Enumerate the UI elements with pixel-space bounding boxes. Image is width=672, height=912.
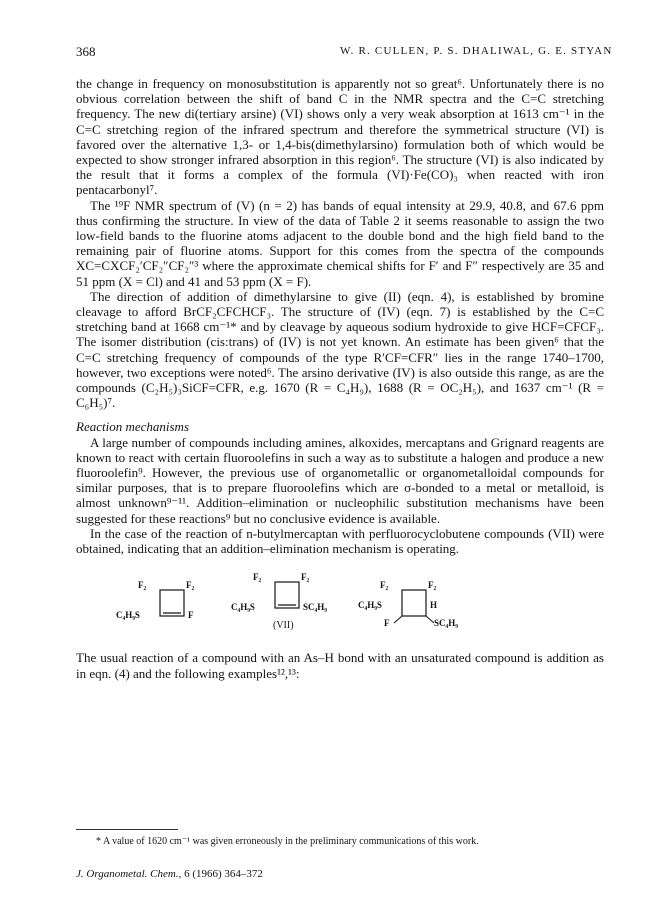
- paragraph-ir-discussion: the change in frequency on monosubstitution is apparently not so great⁶. Unfortunately there is no obvious correlation between the shift of band C in the NMR spectra and the C=C stretching frequency. The new di(tertiary arsine) (VI) shows only a very weak absorption at 1613 cm⁻¹ in the C=C stretching region of the infrared spectrum and therefore the symmetrical structure (VI) is favored over the alternative 1,3- or 1,4-bis(dimethylarsino) formulation both of which would be expected to show stronger infrared absorption in this region⁶. The structure (VI) is also indicated by the result that it forms a complex of the formula (VI)·Fe(CO)₃ when reacted with iron pentacarbonyl⁷.: [76, 76, 604, 198]
- label-f2-left: F₂: [253, 572, 262, 583]
- paragraph-addition-direction: The direction of addition of dimethylarsine to give (II) (eqn. 4), is established by bromine cleavage to afford BrCF₂CFCHCF₃. The structure of (IV) (eqn. 7) is established by the C=C stretching band at 1668 cm⁻¹* and by cleavage by aqueous sodium hydroxide to give HCF=CFCF₃. The isomer distribution (cis:trans) of (IV) is not yet known. An estimate has been given⁶ that the C=C stretching frequency of compounds of the type R′CF=CFR″ lies in the range 1740–1700, however, two exceptions were noted⁶. The arsino derivative (IV) is also outside this range, as are the compounds (C₂H₅)₃SiCF=CFR, e.g. 1670 (R = C₄H₉), 1688 (R = OC₂H₅), and 1637 cm⁻¹ (R = C₆H₅)⁷.: [76, 288, 604, 411]
- label-f: F: [188, 610, 194, 621]
- label-butylthio-left: C₄H₉S: [231, 602, 255, 613]
- compound-label-vii: (VII): [273, 620, 294, 632]
- label-f2-left: F₂: [380, 580, 389, 591]
- structure-saturated: [352, 578, 472, 638]
- footnote: * A value of 1620 cm⁻¹ was given erroneously in the preliminary communications of this work.: [96, 836, 479, 847]
- label-f2-right: F₂: [186, 580, 195, 591]
- article-body: [76, 76, 604, 681]
- label-butylthio: C₄H₉S: [358, 600, 382, 611]
- label-f2-left: F₂: [138, 580, 147, 591]
- section-heading: Reaction mechanisms: [76, 419, 190, 435]
- label-f2-right: F₂: [428, 580, 437, 591]
- journal-citation: [76, 868, 263, 880]
- label-butylthio-right: SC₄H₉: [434, 618, 458, 629]
- paragraph-reaction-mechanisms: A large number of compounds including amines, alkoxides, mercaptans and Grignard reagents are known to react with certain fluoroolefins in such a way as to substitute a halogen and produce a new fluoroolefin⁹. However, the previous use of organometallic or organometalloidal compounds for similar purposes, that is to prepare fluoroolefins which are σ-bonded to a metal or metalloid, is almost unknown⁹⁻¹¹. Addition–elimination or nucleophilic substitution mechanisms have been suggested for these reactions⁹ but no conclusive evidence is available.: [76, 434, 604, 526]
- paragraph-nmr-spectrum: The ¹⁹F NMR spectrum of (V) (n = 2) has bands of equal intensity at 29.9, 40.8, and 67.6 ppm thus confirming the structure. In view of the data of Table 2 it seems reasonable to assign the two low-field bands to the fluorine atoms adjacent to the double bond and the high field band to the remaining pair of fluorine atoms. Support for this comes from the spectra of the compounds XC=CXCF₂′CF₂″CF₂″³ where the approximate chemical shifts for F′ and F″ respectively are 35 and 51 ppm (X = Cl) and 41 and 53 ppm (X = F).: [76, 197, 604, 289]
- journal-volume-pages: 6 (1966) 364–372: [184, 868, 263, 880]
- page-number: 368: [76, 44, 96, 59]
- label-f: F: [384, 618, 390, 629]
- label-butylthio: C₄H₉S: [116, 610, 140, 621]
- paragraph-as-h-addition: The usual reaction of a compound with an As–H bond with an unsaturated compound is addition as in eqn. (4) and the following examples¹²,¹³:: [76, 650, 604, 681]
- running-header-authors: W. R. CULLEN, P. S. DHALIWAL, G. E. STYAN: [340, 45, 613, 57]
- footnote-divider: [76, 829, 178, 830]
- paragraph-butylmercaptan: In the case of the reaction of n-butylmercaptan with perfluorocyclobutene compounds (VII) were obtained, indicating that an addition–elimination mechanism is operating.: [76, 525, 604, 557]
- label-butylthio-right: SC₄H₉: [303, 602, 327, 613]
- label-h: H: [430, 600, 438, 611]
- structures-vii: [112, 568, 472, 638]
- journal-name: J. Organometal. Chem.,: [76, 868, 182, 880]
- cyclobutene-ring-1: [112, 578, 222, 638]
- label-f2-right: F₂: [301, 572, 310, 583]
- structure-disubstituted: [227, 570, 347, 638]
- structure-monosubstituted: [112, 578, 222, 638]
